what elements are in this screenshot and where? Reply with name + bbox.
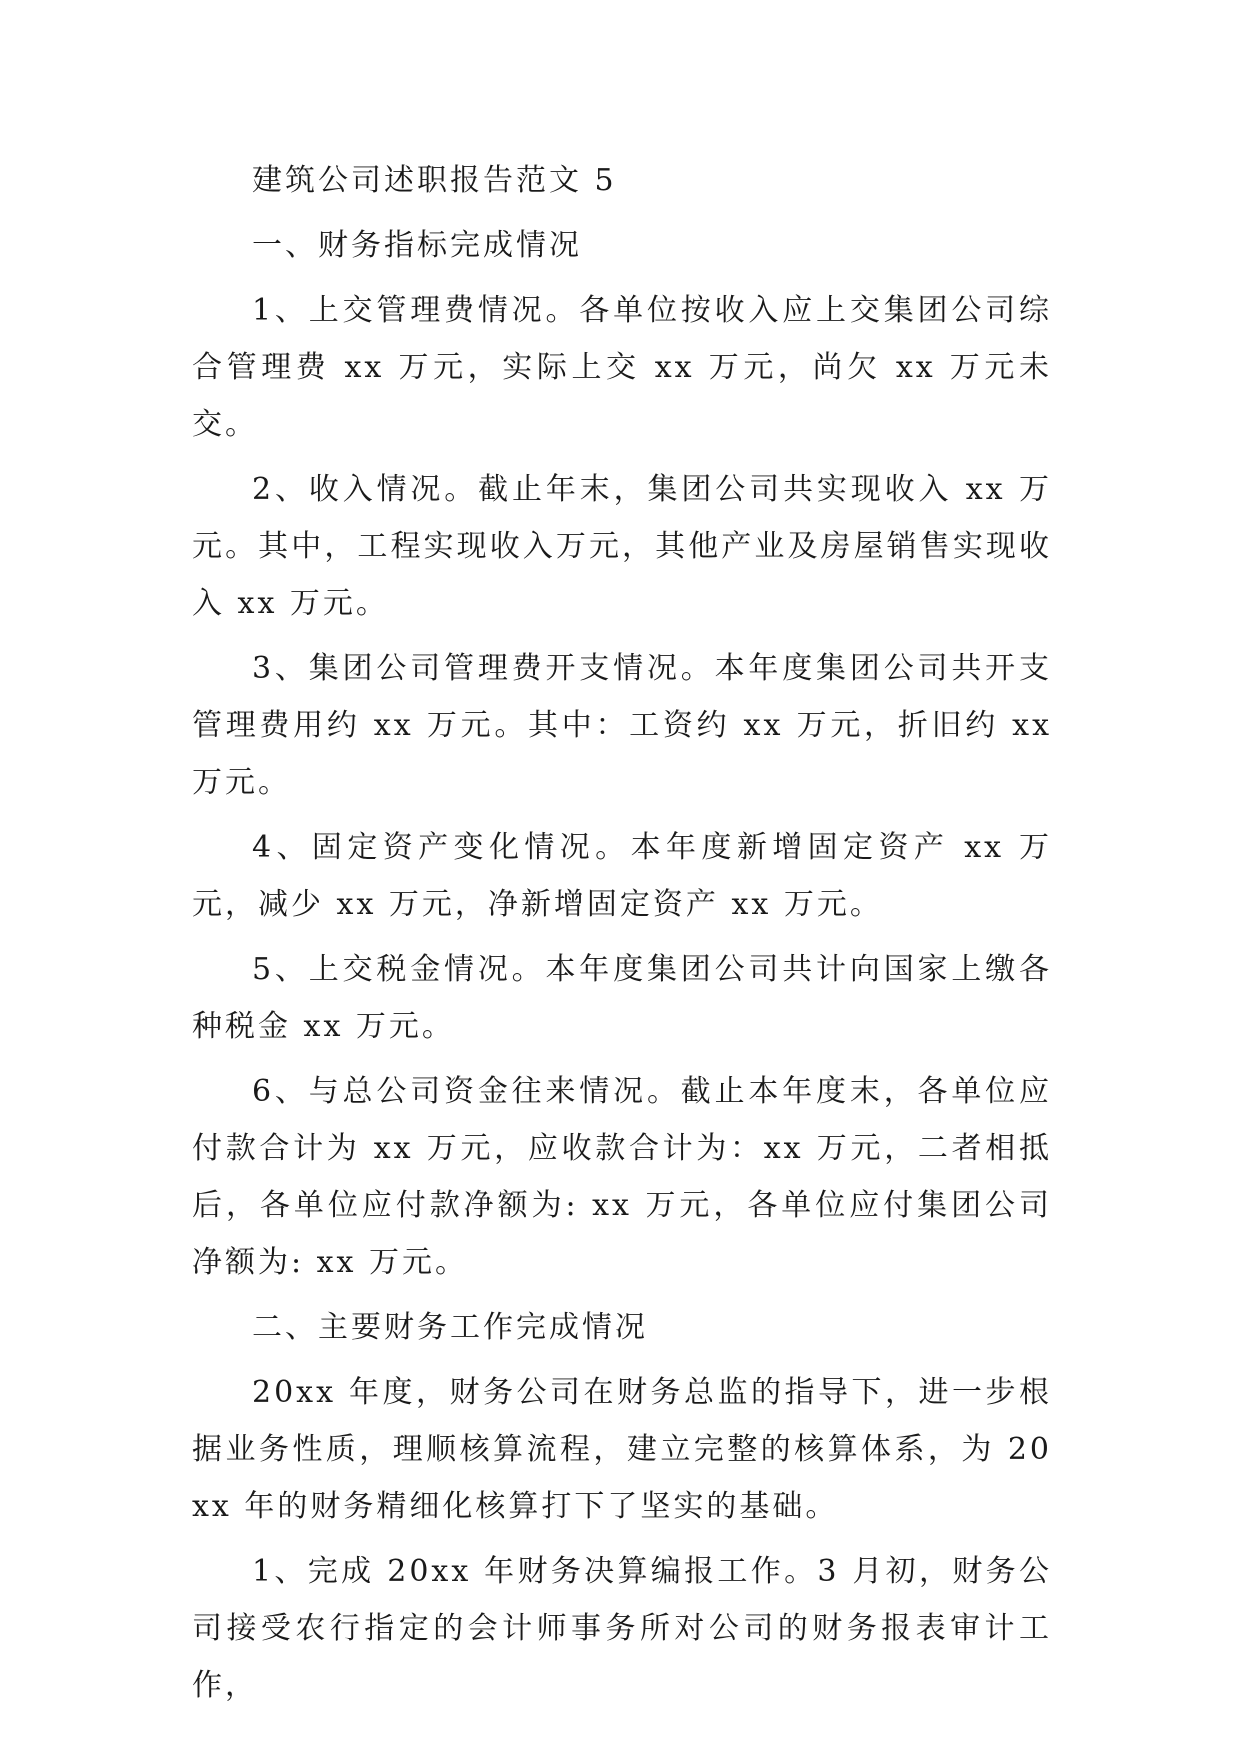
paragraph: 6、与总公司资金往来情况。截止本年度末，各单位应付款合计为 xx 万元，应收款合计为：xx 万元，二者相抵后，各单位应付款净额为: xx 万元，各单位应付集团公司净额为: xx 万元。 (192, 1074, 1052, 1280)
document-title: 建筑公司述职报告范文 5 (252, 163, 617, 198)
paragraph: 2、收入情况。截止年末，集团公司共实现收入 xx 万元。其中，工程实现收入万元，其他产业及房屋销售实现收入 xx 万元。 (192, 472, 1052, 621)
paragraph: 3、集团公司管理费开支情况。本年度集团公司共开支管理费用约 xx 万元。其中：工资约 xx 万元，折旧约 xx 万元。 (192, 651, 1052, 800)
section-heading-2: 二、主要财务工作完成情况 (252, 1310, 648, 1345)
paragraph: 1、上交管理费情况。各单位按收入应上交集团公司综合管理费 xx 万元，实际上交 xx 万元，尚欠 xx 万元未交。 (192, 293, 1052, 442)
paragraph: 4、固定资产变化情况。本年度新增固定资产 xx 万元，减少 xx 万元，净新增固定资产 xx 万元。 (192, 830, 1052, 922)
document-page (192, 152, 1052, 1722)
section-heading-1: 一、财务指标完成情况 (252, 228, 582, 263)
paragraph: 1、完成 20xx 年财务决算编报工作。3 月初，财务公司接受农行指定的会计师事务所对公司的财务报表审计工作， (192, 1554, 1052, 1703)
paragraph: 20xx 年度，财务公司在财务总监的指导下，进一步根据业务性质，理顺核算流程，建立完整的核算体系，为 20xx 年的财务精细化核算打下了坚实的基础。 (192, 1375, 1052, 1524)
paragraph: 5、上交税金情况。本年度集团公司共计向国家上缴各种税金 xx 万元。 (192, 952, 1052, 1044)
